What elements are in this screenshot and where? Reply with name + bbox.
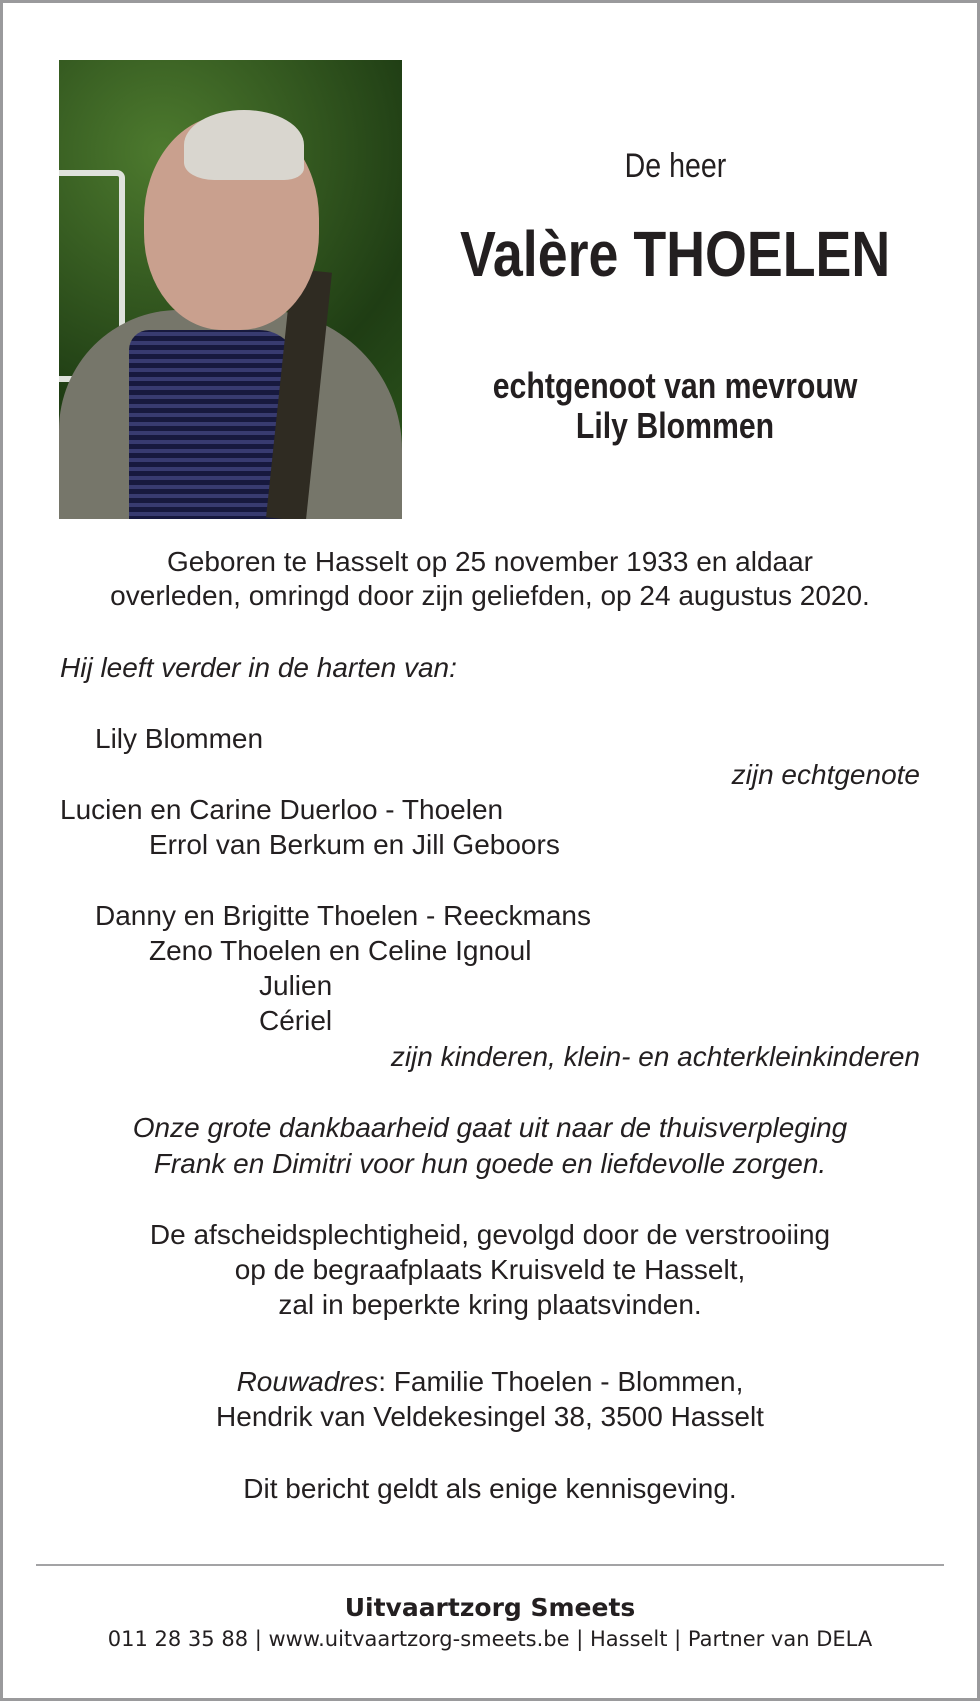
family-2: Danny en Brigitte Thoelen - Reeckmans — [95, 900, 591, 931]
ceremony-line-3: zal in beperkte kring plaatsvinden. — [278, 1289, 702, 1320]
grandchild-2: Cériel — [259, 1005, 333, 1036]
address-line-1: Rouwadres: Familie Thoelen - Blommen, — [236, 1366, 744, 1397]
address-line-2: Hendrik van Veldekesingel 38, 3500 Hasselt — [216, 1401, 764, 1432]
spouse-line-2: Lily Blommen — [575, 405, 775, 446]
survivors-intro: Hij leeft verder in de harten van: — [60, 652, 457, 683]
funeral-company: Uitvaartzorg Smeets — [344, 1593, 636, 1622]
deceased-name: Valère THOELEN — [459, 218, 891, 290]
ceremony-line-1: De afscheidsplechtigheid, gevolgd door de verstrooiing — [149, 1219, 831, 1250]
family-spouse: Lily Blommen — [95, 723, 264, 754]
address-label: Rouwadres — [236, 1366, 379, 1397]
funeral-contact: 011 28 35 88 | www.uitvaartzorg-smeets.be | Hasselt | Partner van DELA — [107, 1627, 873, 1651]
family-2-children: Zeno Thoelen en Celine Ignoul — [149, 935, 532, 966]
notice: Dit bericht geldt als enige kennisgeving. — [243, 1473, 737, 1504]
portrait-photo — [59, 60, 402, 519]
born-line-2: overleden, omringd door zijn geliefden, op 24 augustus 2020. — [110, 580, 870, 611]
family-1-children: Errol van Berkum en Jill Geboors — [149, 829, 560, 860]
thanks-line-1: Onze grote dankbaarheid gaat uit naar de thuisverpleging — [132, 1112, 848, 1143]
thanks-line-2: Frank en Dimitri voor hun goede en liefdevolle zorgen. — [153, 1148, 827, 1179]
born-line-1: Geboren te Hasselt op 25 november 1933 en aldaar — [167, 546, 813, 577]
divider — [36, 1564, 944, 1566]
family-1: Lucien en Carine Duerloo - Thoelen — [60, 794, 504, 825]
grandchild-1: Julien — [259, 970, 333, 1001]
ceremony-line-2: op de begraafplaats Kruisveld te Hasselt, — [234, 1254, 746, 1285]
children-role: zijn kinderen, klein- en achterkleinkinderen — [390, 1041, 920, 1072]
spouse-line-1: echtgenoot van mevrouw — [492, 365, 858, 406]
salutation: De heer — [624, 147, 726, 185]
spouse-role: zijn echtgenote — [731, 759, 920, 790]
